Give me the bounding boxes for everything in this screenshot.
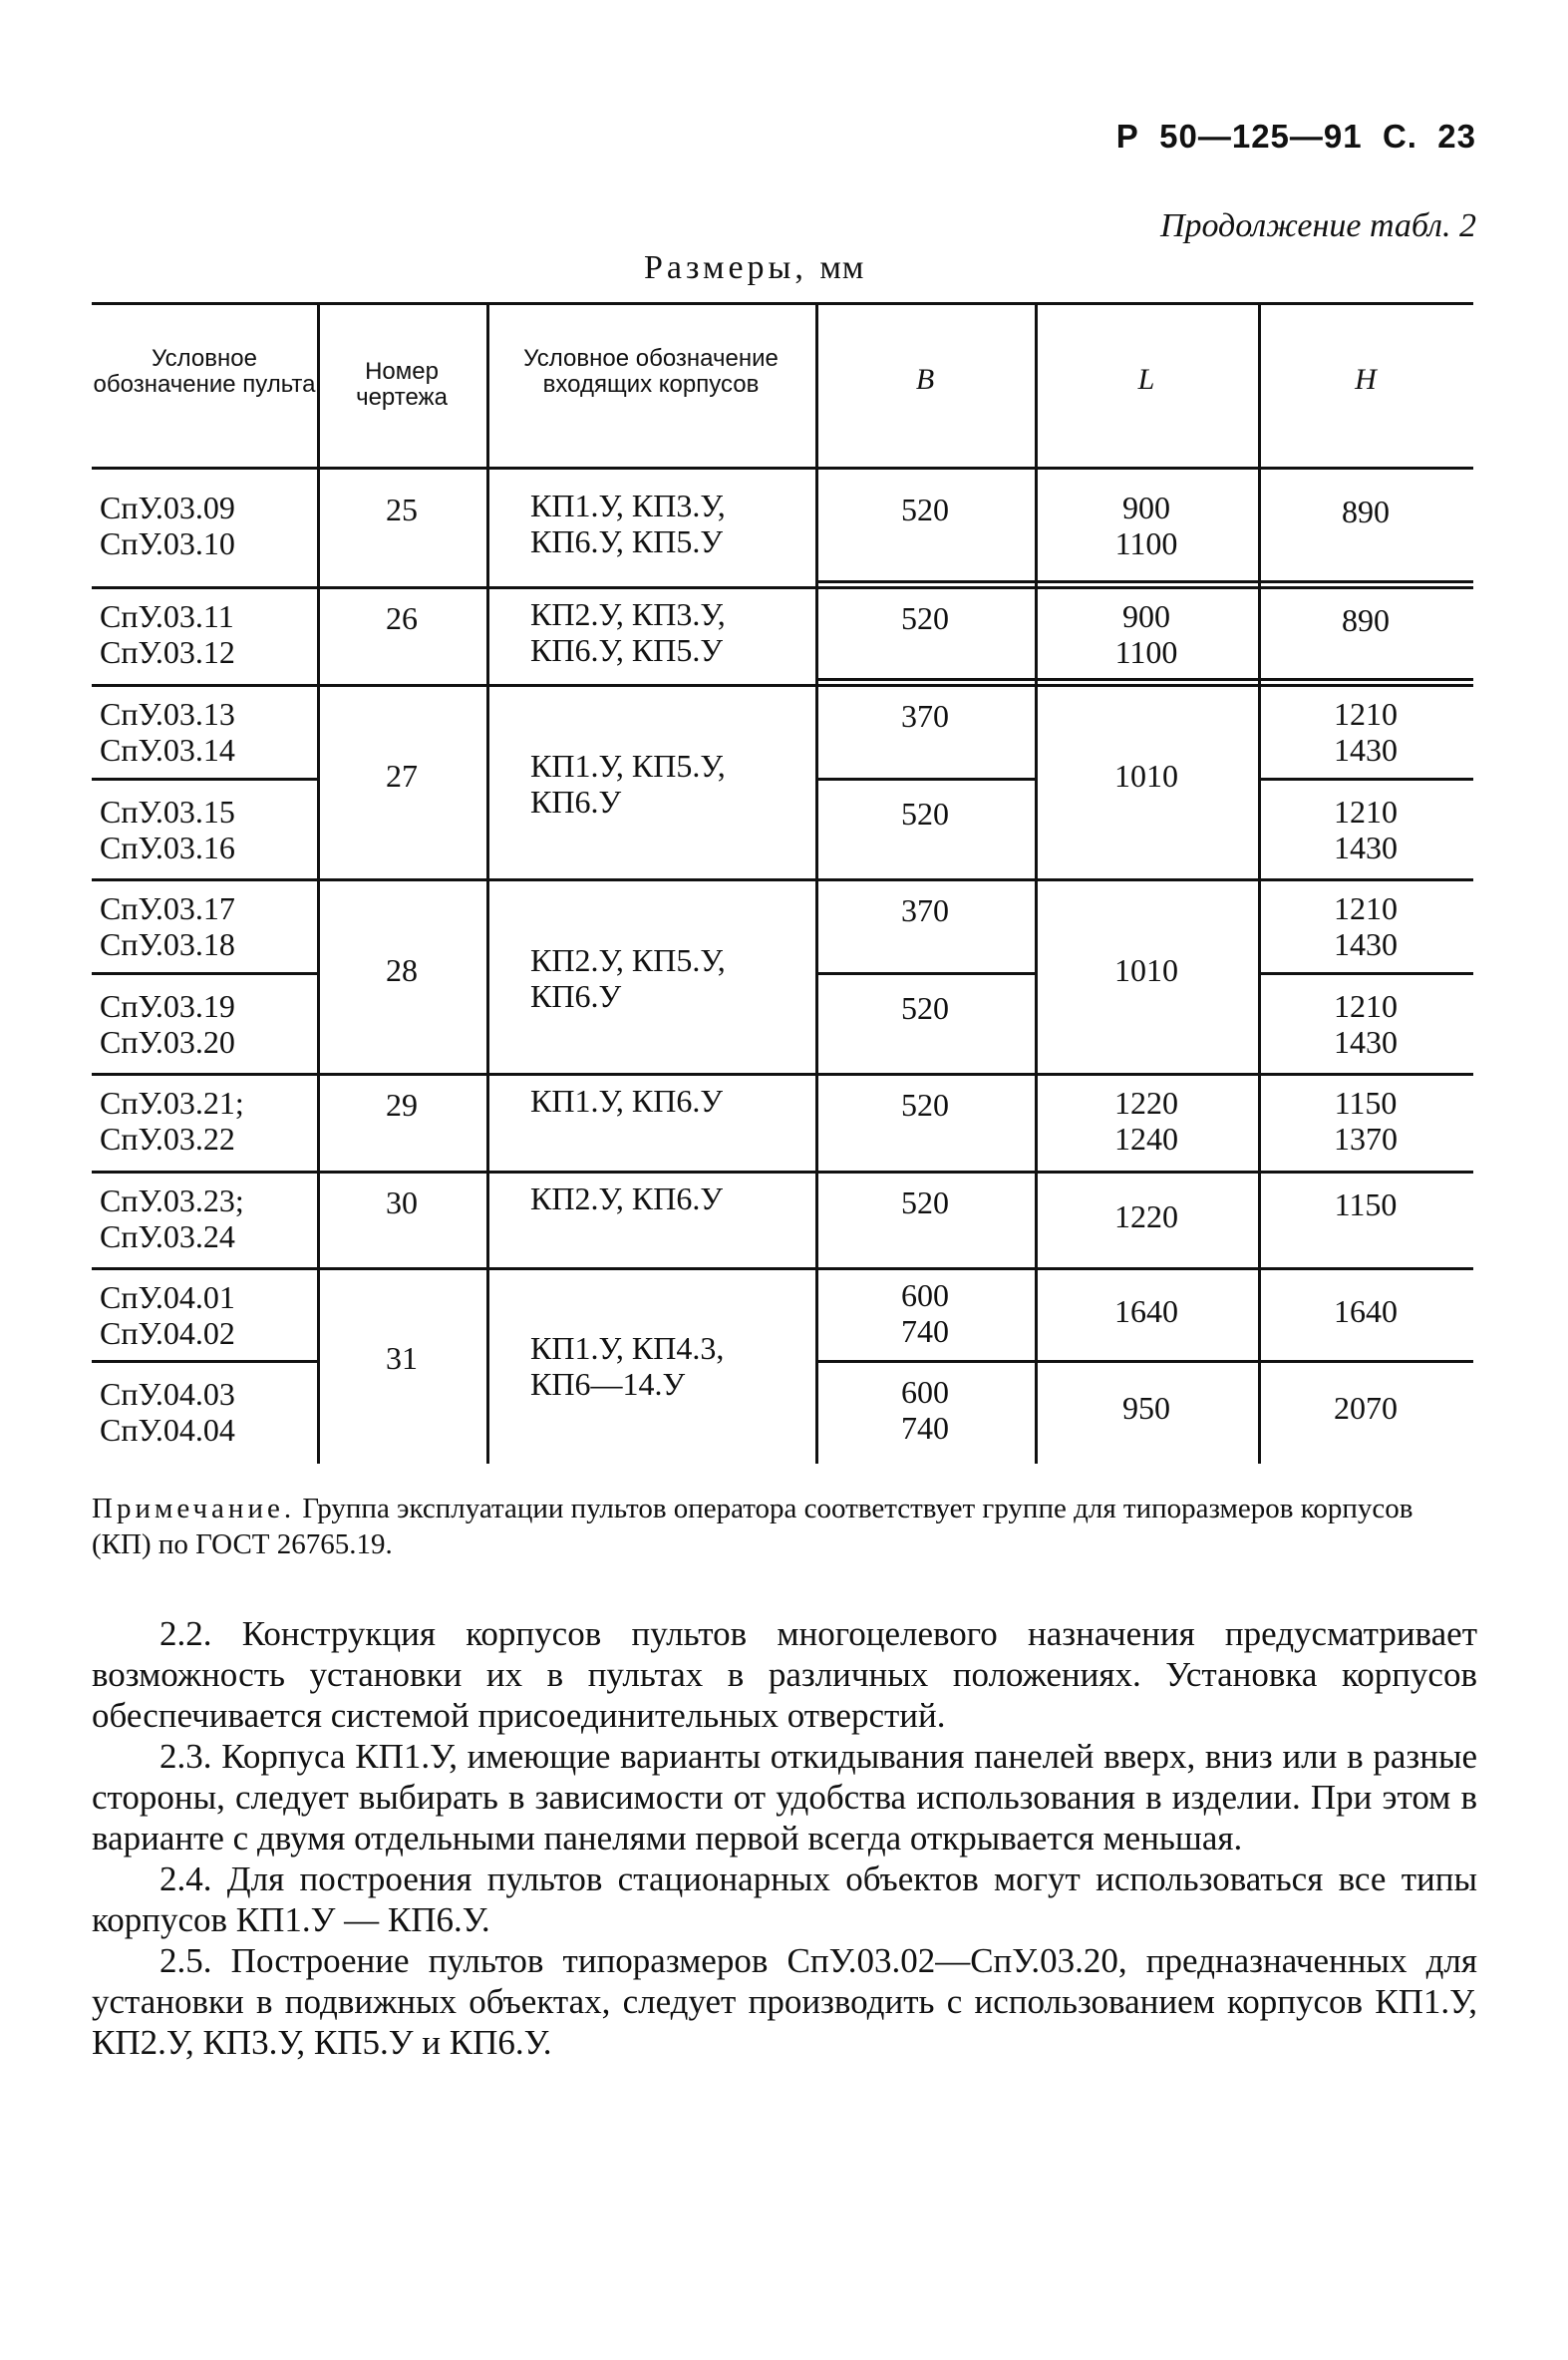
paragraph-2-3: 2.3. Корпуса КП1.У, имеющие варианты откидывания панелей вверх, вниз или в разные стороны, следует выбирать в зависимости от удобства использования в изделии. При этом в варианте с двумя отдельными панелями первой всегда открывается меньшая. xyxy=(92,1737,1477,1857)
header-h: H xyxy=(1355,362,1377,396)
note-text: Группа эксплуатации пультов оператора соответствует группе для типоразмеров корпусов (КП) по ГОСТ 26765.19. xyxy=(92,1493,1413,1560)
drawing-number: 25 xyxy=(386,492,418,527)
header-b: B xyxy=(915,362,935,396)
console-designation: СпУ.04.03 СпУ.04.04 xyxy=(100,1375,235,1448)
table-top-rule xyxy=(92,302,1473,305)
case-list: КП2.У, КП5.У, КП6.У xyxy=(530,941,726,1014)
length-value: 900 1100 xyxy=(1114,490,1178,561)
length-value: 950 xyxy=(1122,1389,1170,1426)
width-value: 520 xyxy=(901,795,949,832)
header-drawing-number: Номер чертежа xyxy=(356,357,448,411)
height-value: 1210 1430 xyxy=(1334,987,1398,1060)
page-header: Р 50—125—91 С. 23 xyxy=(1115,118,1476,155)
group-separator xyxy=(92,878,1473,881)
height-value: 1210 1430 xyxy=(1334,890,1398,962)
note-label: Примечание. xyxy=(92,1493,296,1524)
header-designation: Условное обозначение пульта xyxy=(93,344,316,398)
length-value: 1220 1240 xyxy=(1114,1085,1178,1157)
paragraph-2-4: 2.4. Для построения пультов стационарных объектов могут использоваться все типы корпусов КП1.У — КП6.У. xyxy=(92,1859,1477,1939)
length-value: 1010 xyxy=(1114,757,1178,794)
row-separator xyxy=(92,1360,317,1363)
console-designation: СпУ.03.19 СпУ.03.20 xyxy=(100,987,235,1060)
case-list: КП1.У, КП6.У xyxy=(530,1083,723,1119)
column-divider xyxy=(486,302,489,1464)
height-value: 1210 1430 xyxy=(1334,793,1398,865)
drawing-number: 30 xyxy=(386,1184,418,1220)
table-note xyxy=(92,1491,1477,1562)
console-designation: СпУ.03.15 СпУ.03.16 xyxy=(100,793,235,865)
sizes-unit: мм xyxy=(819,249,865,286)
case-list: КП1.У, КП3.У, КП6.У, КП5.У xyxy=(530,488,726,559)
header-cases: Условное обозначение входящих корпусов xyxy=(523,344,779,398)
height-value: 2070 xyxy=(1334,1389,1398,1426)
height-value: 1210 1430 xyxy=(1334,696,1398,768)
width-value: 520 xyxy=(901,1087,949,1123)
width-value: 520 xyxy=(901,989,949,1026)
drawing-number: 31 xyxy=(386,1339,418,1376)
sizes-label: Размеры, xyxy=(644,249,807,286)
height-value: 890 xyxy=(1342,602,1390,638)
paragraph-2-2: 2.2. Конструкция корпусов пультов многоцелевого назначения предусматривает возможность установки их в пультах в различных положениях. Установка корпусов обеспечивается системой присоединительных отверстий. xyxy=(92,1614,1477,1735)
width-value: 370 xyxy=(901,892,949,928)
row-separator xyxy=(815,778,1035,781)
case-list: КП1.У, КП5.У, КП6.У xyxy=(530,747,726,820)
row-separator xyxy=(815,1360,1035,1363)
row-separator xyxy=(1258,778,1473,781)
console-designation: СпУ.03.11 СпУ.03.12 xyxy=(100,598,235,670)
console-designation: СпУ.04.01 СпУ.04.02 xyxy=(100,1279,235,1351)
drawing-number: 26 xyxy=(386,600,418,636)
column-divider xyxy=(317,302,320,1464)
height-value: 1150 1370 xyxy=(1334,1085,1398,1157)
drawing-number: 28 xyxy=(386,951,418,988)
row-separator xyxy=(1258,972,1473,975)
cell-underline xyxy=(815,678,1473,681)
column-divider xyxy=(1258,302,1261,1464)
length-value: 1010 xyxy=(1114,951,1178,988)
group-separator xyxy=(92,1267,1473,1270)
height-value: 1640 xyxy=(1334,1293,1398,1329)
group-separator xyxy=(92,1073,1473,1076)
group-separator xyxy=(92,1171,1473,1174)
row-separator xyxy=(815,972,1035,975)
console-designation: СпУ.03.09 СпУ.03.10 xyxy=(100,490,235,561)
width-value: 520 xyxy=(901,600,949,636)
console-designation: СпУ.03.21; СпУ.03.22 xyxy=(100,1085,244,1157)
body-text xyxy=(92,1613,1477,2063)
paragraph-2-5: 2.5. Построение пультов типоразмеров СпУ.03.02—СпУ.03.20, предназначенных для установки в подвижных объектах, следует производить с использованием корпусов КП1.У, КП2.У, КП3.У, КП5.У и КП6.У. xyxy=(92,1941,1477,2062)
length-value: 900 1100 xyxy=(1114,598,1178,670)
drawing-number: 29 xyxy=(386,1087,418,1123)
height-value: 1150 xyxy=(1334,1186,1398,1222)
row-separator xyxy=(1258,1360,1473,1363)
sizes-caption xyxy=(644,249,864,287)
group-separator xyxy=(92,586,1473,589)
height-value: 890 xyxy=(1342,494,1390,529)
group-separator xyxy=(92,684,1473,687)
length-value: 1220 xyxy=(1114,1198,1178,1234)
column-divider xyxy=(1035,302,1038,1464)
console-designation: СпУ.03.13 СпУ.03.14 xyxy=(100,696,235,768)
drawing-number: 27 xyxy=(386,757,418,794)
row-separator xyxy=(92,972,317,975)
console-designation: СпУ.03.17 СпУ.03.18 xyxy=(100,890,235,962)
case-list: КП2.У, КП3.У, КП6.У, КП5.У xyxy=(530,596,726,668)
table-header-rule xyxy=(92,467,1473,470)
case-list: КП1.У, КП4.3, КП6—14.У xyxy=(530,1329,725,1402)
cell-underline xyxy=(815,580,1473,583)
width-value: 370 xyxy=(901,698,949,734)
width-value: 600 740 xyxy=(901,1277,949,1349)
width-value: 520 xyxy=(901,1184,949,1220)
console-designation: СпУ.03.23; СпУ.03.24 xyxy=(100,1182,244,1254)
length-value: 1640 xyxy=(1114,1293,1178,1329)
width-value: 520 xyxy=(901,492,949,527)
case-list: КП2.У, КП6.У xyxy=(530,1180,723,1216)
header-l: L xyxy=(1137,362,1155,396)
row-separator xyxy=(92,778,317,781)
row-separator xyxy=(1035,1360,1258,1363)
table-continuation-label: Продолжение табл. 2 xyxy=(1159,207,1476,244)
width-value: 600 740 xyxy=(901,1373,949,1446)
